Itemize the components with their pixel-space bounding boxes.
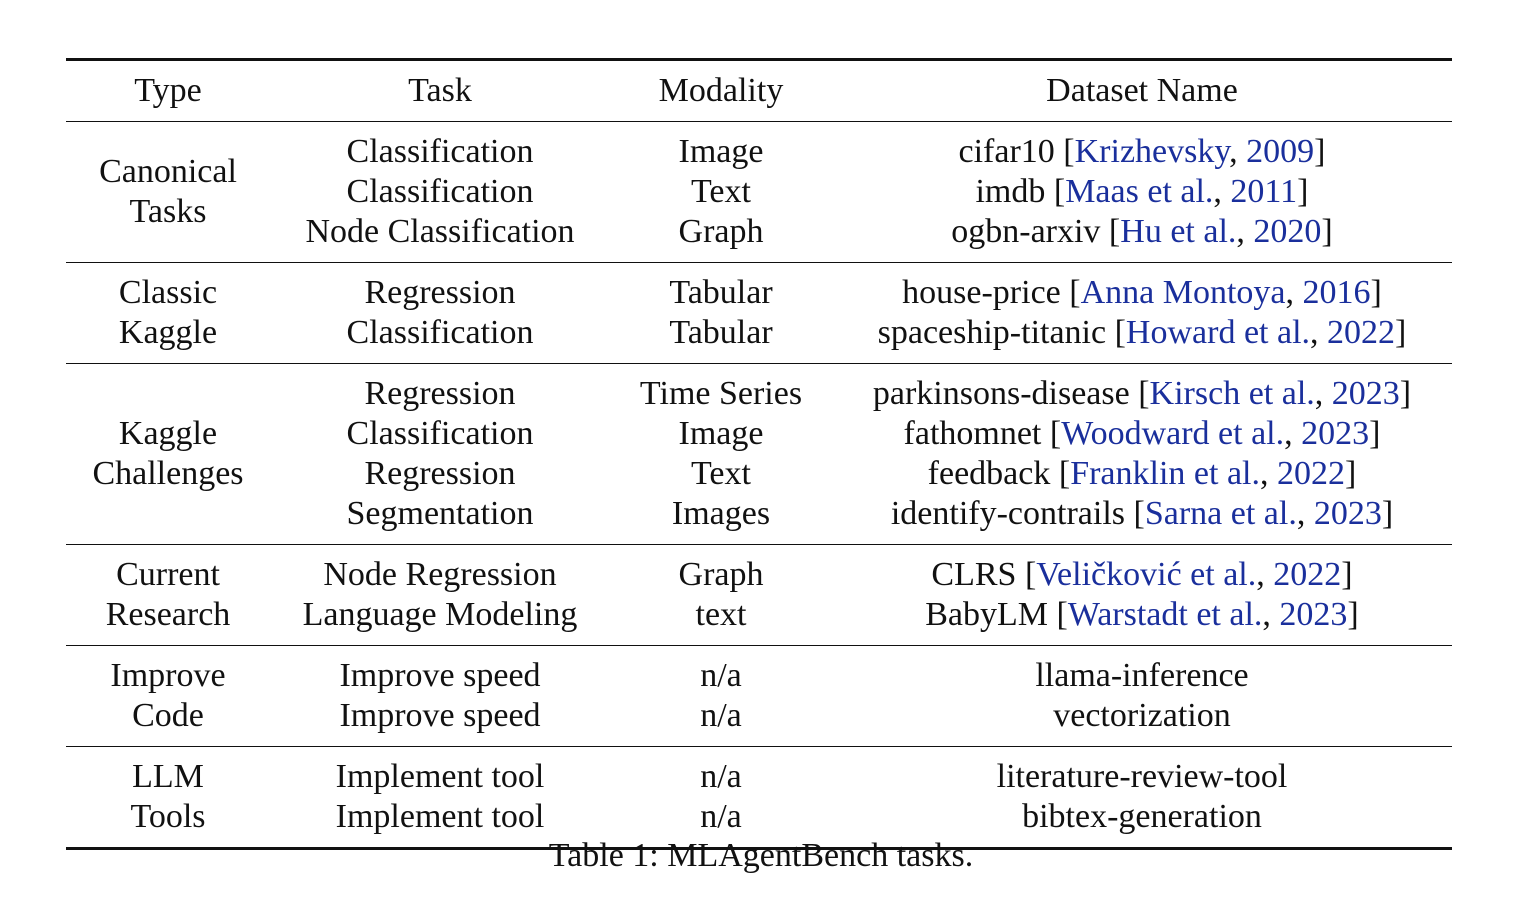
task-cell: Classification — [346, 173, 534, 210]
citation-year-link[interactable]: 2009 — [1246, 133, 1315, 170]
table-row — [66, 313, 1452, 364]
type-cell — [66, 122, 270, 263]
modality-cell: Images — [671, 495, 771, 532]
citation-year-link[interactable]: 2023 — [1331, 375, 1400, 412]
type-label-line: Canonical — [99, 153, 237, 190]
type-label-line: Challenges — [92, 455, 244, 492]
table-row — [66, 545, 1452, 596]
dataset-name: llama-inference — [1035, 657, 1249, 694]
header-type: Type — [134, 72, 202, 109]
task-cell: Regression — [364, 455, 516, 492]
modality-cell: Text — [691, 455, 751, 492]
dataset-name: ogbn-arxiv [ — [951, 213, 1121, 250]
type-label-line: Improve — [110, 657, 226, 694]
task-cell: Regression — [364, 375, 516, 412]
dataset-cell — [832, 414, 1452, 454]
dataset-cell — [832, 595, 1452, 646]
citation-close-bracket: ] — [1399, 375, 1412, 412]
task-cell: Segmentation — [346, 495, 534, 532]
citation-year-link[interactable]: 2016 — [1302, 274, 1371, 311]
table-row — [66, 172, 1452, 212]
modality-cell: n/a — [700, 697, 742, 734]
dataset-name: CLRS [ — [931, 556, 1037, 593]
table-row — [66, 364, 1452, 415]
table-row — [66, 747, 1452, 798]
type-label-line: Code — [132, 697, 204, 734]
modality-cell: Text — [691, 173, 751, 210]
modality-cell: n/a — [700, 758, 742, 795]
header-row — [66, 60, 1452, 122]
task-cell: Language Modeling — [302, 596, 578, 633]
table-row — [66, 212, 1452, 263]
task-cell: Node Classification — [305, 213, 575, 250]
citation-close-bracket: ] — [1344, 455, 1357, 492]
dataset-name: parkinsons-disease [ — [872, 375, 1150, 412]
modality-cell: Graph — [678, 213, 764, 250]
citation-close-bracket: ] — [1297, 173, 1309, 210]
dataset-name: BabyLM [ — [925, 596, 1068, 633]
task-cell: Implement tool — [335, 798, 545, 835]
dataset-cell — [832, 646, 1452, 697]
dataset-name: vectorization — [1053, 697, 1231, 734]
citation-separator: , — [1284, 415, 1302, 452]
tasks-table — [66, 58, 1452, 850]
type-cell — [66, 747, 270, 849]
task-cell: Implement tool — [335, 758, 545, 795]
table-caption: Table 1: MLAgentBench tasks. — [548, 837, 974, 874]
citation-separator: , — [1285, 274, 1303, 311]
citation-author-link[interactable]: Sarna et al. — [1144, 495, 1297, 532]
citation-year-link[interactable]: 2023 — [1279, 596, 1348, 633]
citation-separator: , — [1213, 173, 1231, 210]
modality-cell: Tabular — [669, 314, 773, 351]
task-cell: Regression — [364, 274, 516, 311]
modality-cell: Graph — [678, 556, 764, 593]
citation-close-bracket: ] — [1381, 495, 1394, 532]
task-cell: Improve speed — [339, 697, 541, 734]
table-row — [66, 414, 1452, 454]
type-cell — [66, 364, 270, 545]
table-row — [66, 263, 1452, 314]
dataset-name: cifar10 [ — [958, 133, 1075, 170]
header-modality: Modality — [658, 72, 784, 109]
citation-author-link[interactable]: Kirsch et al. — [1149, 375, 1315, 412]
type-label-line: Tools — [130, 798, 206, 835]
citation-year-link[interactable]: 2023 — [1313, 495, 1382, 532]
modality-cell: Image — [678, 133, 764, 170]
dataset-cell — [832, 545, 1452, 596]
dataset-cell — [832, 313, 1452, 364]
citation-close-bracket: ] — [1395, 314, 1407, 351]
table-row — [66, 122, 1452, 173]
dataset-name: fathomnet [ — [903, 415, 1062, 452]
dataset-cell — [832, 454, 1452, 494]
dataset-cell — [832, 263, 1452, 314]
modality-cell: Image — [678, 415, 764, 452]
citation-year-link[interactable]: 2022 — [1327, 314, 1396, 351]
task-cell: Classification — [346, 415, 534, 452]
header-task: Task — [408, 72, 472, 109]
modality-cell: text — [695, 596, 747, 633]
dataset-name: literature-review-tool — [996, 758, 1288, 795]
dataset-cell — [832, 747, 1452, 798]
table-header — [66, 60, 1452, 122]
type-label-line: LLM — [132, 758, 204, 795]
citation-author-link[interactable]: Krizhevsky — [1074, 133, 1230, 170]
type-label-line: Kaggle — [118, 415, 218, 452]
modality-cell: Time Series — [639, 375, 803, 412]
dataset-name: identify-contrails [ — [890, 495, 1145, 532]
citation-separator: , — [1314, 375, 1332, 412]
dataset-cell — [832, 172, 1452, 212]
task-cell: Classification — [346, 133, 534, 170]
citation-author-link[interactable]: Veličković et al. — [1036, 556, 1257, 593]
citation-separator: , — [1236, 213, 1254, 250]
dataset-name: bibtex-generation — [1022, 798, 1262, 835]
citation-year-link[interactable]: 2020 — [1253, 213, 1322, 250]
dataset-cell — [832, 364, 1452, 415]
citation-author-link[interactable]: Hu et al. — [1120, 213, 1237, 250]
citation-separator: , — [1229, 133, 1247, 170]
type-label-line: Tasks — [129, 193, 207, 230]
citation-author-link[interactable]: Anna Montoya — [1080, 274, 1286, 311]
citation-year-link[interactable]: 2023 — [1301, 415, 1370, 452]
type-label-line: Kaggle — [118, 314, 218, 351]
modality-cell: n/a — [700, 657, 742, 694]
citation-close-bracket: ] — [1370, 274, 1382, 311]
dataset-cell — [832, 212, 1452, 263]
type-cell — [66, 545, 270, 646]
task-cell: Improve speed — [339, 657, 541, 694]
type-label-line: Research — [105, 596, 231, 633]
modality-cell: n/a — [700, 798, 742, 835]
table-body — [66, 122, 1452, 849]
type-label-line: Classic — [118, 274, 218, 311]
dataset-cell — [832, 696, 1452, 747]
type-label-line: Current — [116, 556, 220, 593]
dataset-name: spaceship-titanic [ — [877, 314, 1126, 351]
dataset-cell — [832, 122, 1452, 173]
header-dataset-name: Dataset Name — [1046, 72, 1238, 109]
table-row — [66, 646, 1452, 697]
citation-close-bracket: ] — [1314, 133, 1326, 170]
table-row — [66, 494, 1452, 545]
table-row — [66, 595, 1452, 646]
table-row — [66, 454, 1452, 494]
citation-separator: , — [1262, 596, 1280, 633]
type-cell — [66, 646, 270, 747]
citation-close-bracket: ] — [1321, 213, 1333, 250]
citation-year-link[interactable]: 2022 — [1276, 455, 1345, 492]
citation-author-link[interactable]: Warstadt et al. — [1067, 596, 1263, 633]
citation-year-link[interactable]: 2022 — [1273, 556, 1342, 593]
citation-author-link[interactable]: Woodward et al. — [1061, 415, 1285, 452]
citation-separator: , — [1296, 495, 1314, 532]
task-cell: Node Regression — [323, 556, 557, 593]
citation-author-link[interactable]: Maas et al. — [1065, 173, 1214, 210]
citation-separator: , — [1310, 314, 1328, 351]
citation-separator: , — [1256, 556, 1274, 593]
dataset-cell — [832, 494, 1452, 545]
task-cell: Classification — [346, 314, 534, 351]
citation-author-link[interactable]: Franklin et al. — [1070, 455, 1260, 492]
table-row — [66, 696, 1452, 747]
citation-separator: , — [1259, 455, 1277, 492]
citation-close-bracket: ] — [1347, 596, 1359, 633]
citation-close-bracket: ] — [1341, 556, 1353, 593]
citation-year-link[interactable]: 2011 — [1230, 173, 1298, 210]
dataset-name: imdb [ — [975, 173, 1066, 210]
dataset-name: feedback [ — [927, 455, 1071, 492]
citation-close-bracket: ] — [1369, 415, 1381, 452]
modality-cell: Tabular — [669, 274, 773, 311]
type-cell — [66, 263, 270, 364]
dataset-name: house-price [ — [902, 274, 1081, 311]
citation-author-link[interactable]: Howard et al. — [1125, 314, 1311, 351]
